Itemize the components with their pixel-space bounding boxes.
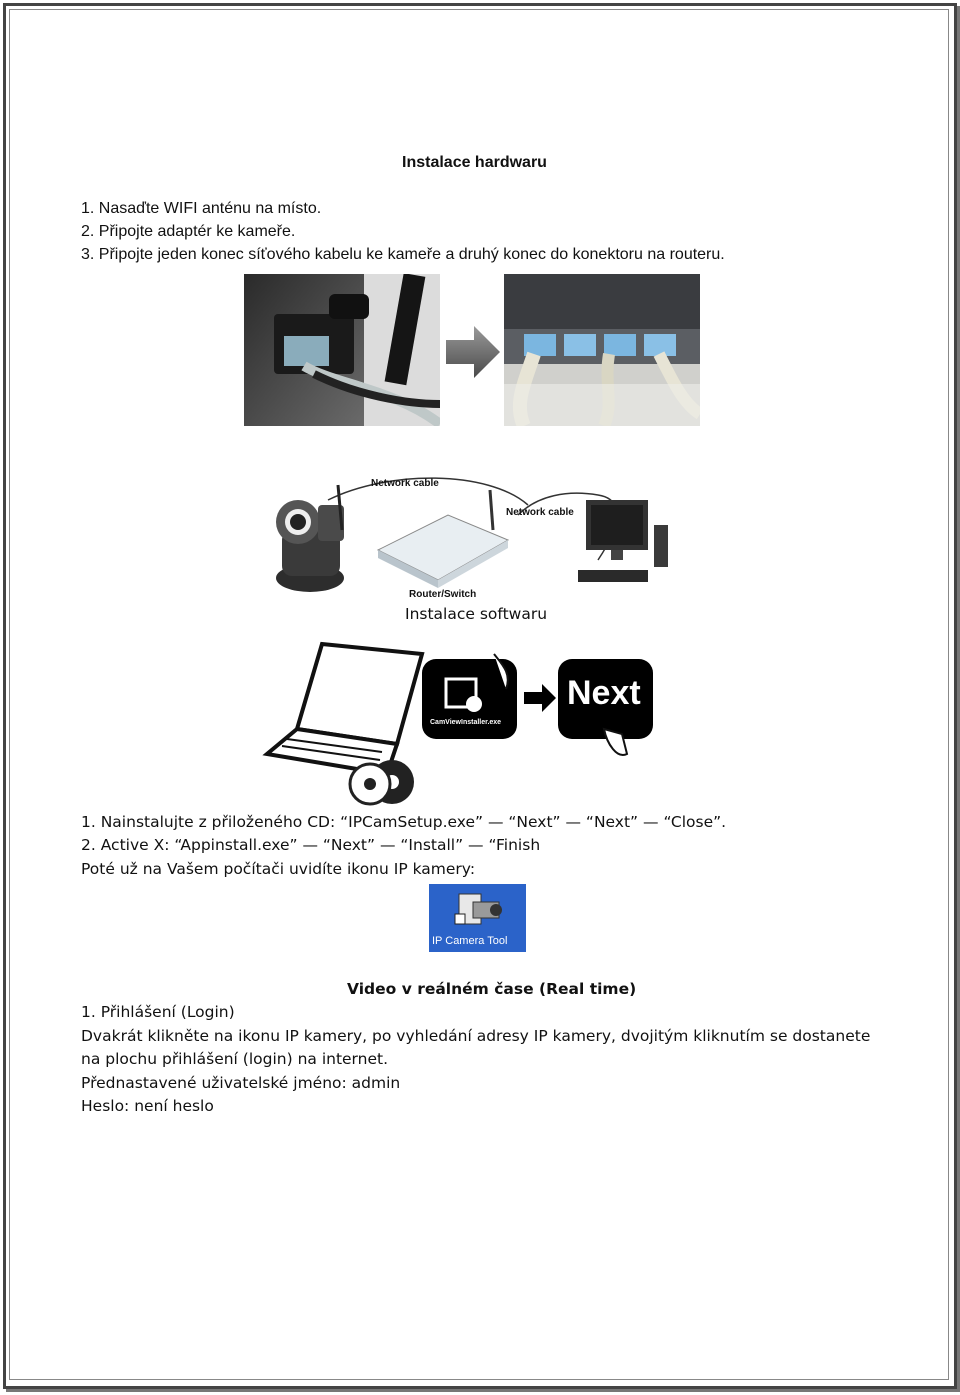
ip-camera-icon — [276, 485, 344, 592]
desktop-note: Poté už na Vašem počítači uvidíte ikonu IP kamery: — [81, 860, 476, 878]
router-ports-photo — [504, 274, 700, 426]
camera-cable-photo — [244, 274, 440, 426]
network-cable-label-2: Network cable — [506, 507, 574, 518]
installer-label: CamViewInstaller.exe — [430, 719, 502, 726]
ip-camera-tool-desktop-icon[interactable] — [429, 884, 526, 952]
software-step-2: 2. Active X: “Appinstall.exe” — “Next” — “Install” — “Finish — [81, 836, 541, 854]
router-label: Router/Switch — [409, 589, 477, 600]
hardware-step-2: 2. Připojte adaptér ke kameře. — [81, 223, 296, 240]
hardware-step-1: 1. Nasaďte WIFI anténu na místo. — [81, 200, 322, 217]
hardware-title: Instalace hardwaru — [402, 154, 547, 171]
login-paragraph-line-1: Dvakrát klikněte na ikonu IP kamery, po vyhledání adresy IP kamery, dvojitým kliknutím se dostanete — [81, 1027, 871, 1045]
router-icon — [378, 490, 508, 588]
network-diagram — [268, 470, 688, 600]
default-username: Přednastavené uživatelské jméno: admin — [81, 1074, 401, 1092]
login-paragraph-line-2: na plochu přihlášení (login) na internet. — [81, 1050, 389, 1068]
arrow-icon — [444, 324, 502, 380]
login-heading: 1. Přihlášení (Login) — [81, 1003, 235, 1021]
network-cable-label-1: Network cable — [371, 478, 439, 489]
hardware-step-3: 3. Připojte jeden konec síťového kabelu ke kameře a druhý konec do konektoru na routeru. — [81, 246, 725, 263]
default-password: Heslo: není heslo — [81, 1097, 214, 1115]
ip-camera-tool-label: IP Camera Tool — [432, 935, 508, 947]
computer-icon — [578, 500, 668, 582]
realtime-title: Video v reálném čase (Real time) — [347, 980, 637, 998]
software-step-1: 1. Nainstalujte z přiloženého CD: “IPCamSetup.exe” — “Next” — “Next” — “Close”. — [81, 813, 727, 831]
software-title: Instalace softwaru — [405, 605, 548, 623]
next-label: Next — [567, 674, 641, 712]
cd-icon — [350, 760, 414, 804]
